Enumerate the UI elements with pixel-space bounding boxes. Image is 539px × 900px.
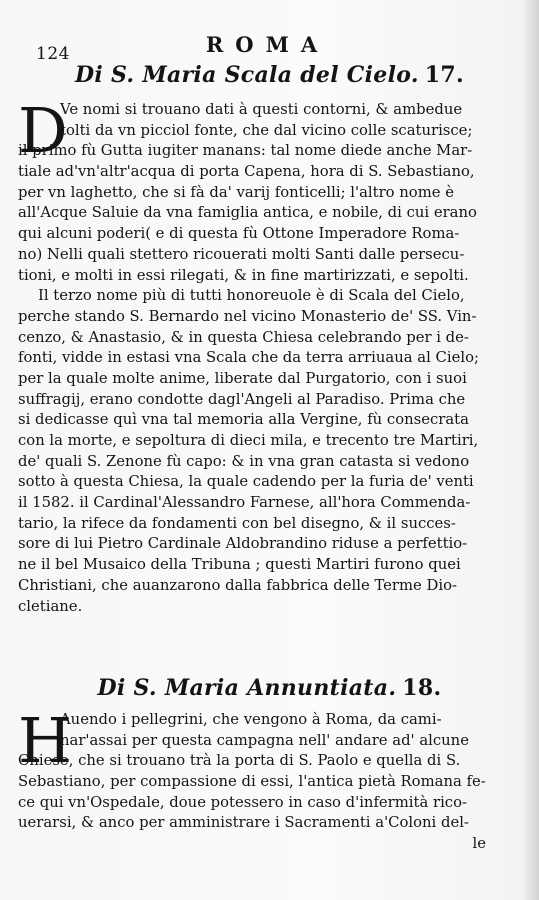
text-line: qui alcuni poderi( e di questa fù Ottone Imperadore Roma-: [18, 225, 460, 243]
text-line: Sebastiano, per compassione di essi, l'antica pietà Romana fe-: [18, 773, 486, 791]
text-line: nar'assai per questa campagna nell' andare ad' alcune: [60, 731, 469, 749]
text-line: il primo fù Gutta iugiter manans: tal nome diede anche Mar-: [18, 142, 473, 160]
text-line: Ve nomi si trouano dati à questi contorni, & ambedue: [60, 101, 463, 118]
section-body: [18, 94, 500, 617]
text-line: suffragij, erano condotte dagl'Angeli al Paradiso. Prima che: [18, 390, 466, 408]
text-line: tario, la rifece da fondamenti con bel disegno, & il succes-: [18, 514, 456, 532]
text-line: cletiane.: [18, 597, 83, 615]
text-line: no) Nelli quali stettero ricouerati molti Santi dalle persecu-: [18, 245, 465, 263]
section-body: [18, 704, 500, 855]
text-line: fonti, vidde in estasi vna Scala che da terra arriuaua al Cielo;: [18, 349, 479, 367]
text-line: ne il bel Musaico della Tribuna ; questi Martiri furono quei: [18, 556, 461, 574]
text-line: Il terzo nome più di tutti honoreuole è di Scala del Cielo,: [38, 287, 465, 305]
section-number: 18.: [402, 675, 442, 701]
text-line: tolti da vn picciol fonte, che dal vicino colle scaturisce;: [60, 121, 473, 139]
text-line: sore di lui Pietro Cardinale Aldobrandino riduse a perfettio-: [18, 535, 468, 553]
page-gutter-shadow: [523, 0, 539, 900]
drop-cap: H: [18, 704, 73, 777]
running-title: ROMA: [205, 32, 330, 57]
text-line: per la quale molte anime, liberate dal Purgatorio, con i suoi: [18, 369, 467, 387]
text-line: Chiese, che si trouano trà la porta di S. Paolo e quella di S.: [18, 752, 461, 770]
text-line: Auendo i pellegrini, che vengono à Roma, da cami-: [60, 711, 442, 728]
text-line: de' quali S. Zenone fù capo: & in vna gran catasta si vedono: [18, 452, 470, 470]
text-line: tiale ad'vn'altr'acqua di porta Capena, hora di S. Sebastiano,: [18, 163, 475, 181]
section-title-text: Di S. Maria Annuntiata.: [97, 675, 397, 701]
text-line: cenzo, & Anastasio, & in questa Chiesa celebrando per i de-: [18, 328, 469, 346]
text-line: perche stando S. Bernardo nel vicino Monasterio de' SS. Vin-: [18, 307, 477, 325]
text-line: sotto à questa Chiesa, la quale cadendo per la furia de' venti: [18, 473, 474, 491]
text-line: all'Acque Saluie da vna famiglia antica, e nobile, di cui erano: [18, 204, 477, 222]
text-line: uerarsi, & anco per amministrare i Sacramenti a'Coloni del-: [18, 814, 469, 832]
section-number: 17.: [424, 62, 464, 88]
text-line: il 1582. il Cardinal'Alessandro Farnese, all'hora Commenda-: [18, 494, 471, 512]
text-line: Christiani, che auanzarono dalla fabbrica delle Terme Dio-: [18, 576, 457, 594]
section-title-text: Di S. Maria Scala del Cielo.: [75, 62, 419, 88]
section-title: [22, 62, 517, 88]
text-line: tioni, e molti in essi rilegati, & in fine martirizzati, e sepolti.: [18, 266, 469, 284]
text-line: le: [472, 835, 486, 853]
text-line: con la morte, e sepoltura di dieci mila, e trecento tre Martiri,: [18, 432, 479, 449]
section-title: [22, 675, 517, 701]
text-line: ce qui vn'Ospedale, doue potessero in caso d'infermità rico-: [18, 793, 467, 811]
text-line: si dedicasse quì vna tal memoria alla Vergine, fù consecrata: [18, 411, 469, 429]
page-number: 124: [36, 44, 70, 64]
text-line: per vn laghetto, che si fà da' varij fonticelli; l'altro nome è: [18, 183, 454, 201]
drop-cap: D: [18, 94, 68, 167]
